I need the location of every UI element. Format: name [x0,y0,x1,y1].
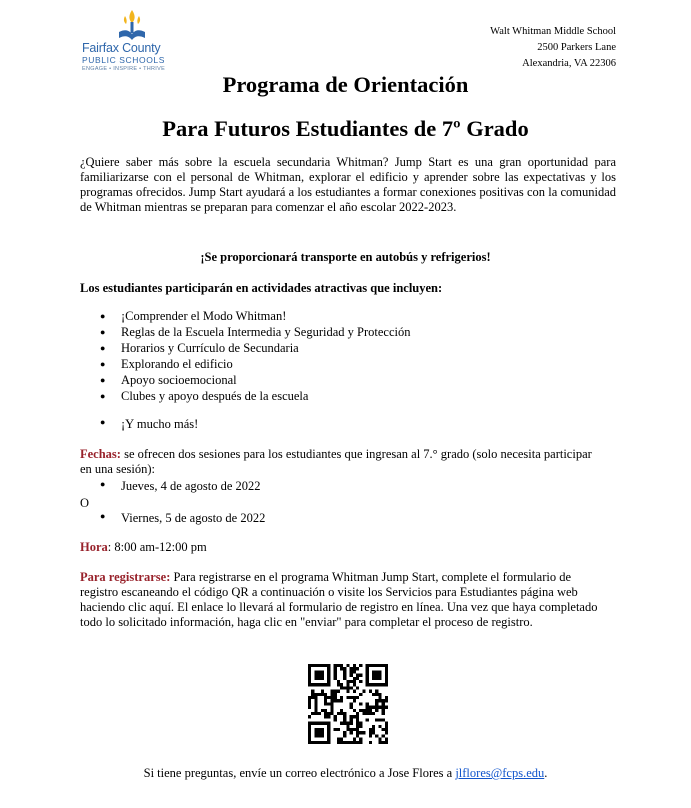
activities-list [100,308,410,404]
dates-text: se ofrecen dos sesiones para los estudiantes que ingresan al 7.° grado (solo necesita participar en una sesión): [80,447,592,476]
list-item: ● ¡Comprender el Modo Whitman! [100,308,410,324]
contact-end: . [544,766,548,780]
email-link[interactable]: jlflores@fcps.edu [455,766,545,780]
date-option-2: ● Viernes, 5 de agosto de 2022 [100,511,265,526]
logo-subtitle: PUBLIC SCHOOLS [82,55,166,65]
school-name: Walt Whitman Middle School [490,26,616,37]
school-address [490,24,616,72]
contact-line [0,766,691,781]
date-or: O [80,496,90,510]
activities-heading: Los estudiantes participarán en actividades atractivas que incluyen: [80,281,443,295]
time-label: Hora [80,540,108,554]
page-subtitle: Para Futuros Estudiantes de 7º Grado [162,116,529,141]
transport-note: ¡Se proporcionará transporte en autobús y refrigerios! [200,250,491,264]
activities-extra: ● ¡Y mucho más! [100,417,198,432]
qr-code-icon[interactable] [308,664,388,744]
intro-paragraph: ¿Quiere saber más sobre la escuela secundaria Whitman? Jump Start es una gran oportunidad para familiarizarse con el personal de Whitman, explorar el edificio y aprender sobre las expectativas y los programas ofrecidos. Jump Start ayudará a los estudiantes a formar conexiones positivas con la comunidad de Whitman mientras se preparan para comenzar el año escolar 2022-2023. [80,155,616,214]
registration-label: Para registrarse: [80,570,171,584]
list-item: ● Reglas de la Escuela Intermedia y Seguridad y Protección [100,324,410,340]
list-item: ● Horarios y Currículo de Secundaria [100,340,410,356]
logo-name: Fairfax County [82,41,161,55]
time-text: : 8:00 am-12:00 pm [107,540,207,554]
page-title: Programa de Orientación [222,72,469,97]
date-option-1: ● Jueves, 4 de agosto de 2022 [100,479,261,494]
dates-paragraph [80,447,600,477]
registration-paragraph [80,570,600,630]
registration-text: Para registrarse en el programa Whitman Jump Start, complete el formulario de registro escaneando el código QR a continuación o visite los Servicios para Estudiantes página web haciendo clic aquí. El enlace lo llevará al formulario de registro en línea. Una vez que haya completado todo lo solicitado información, haga clic en "enviar" para completar el proceso de registro. [80,570,598,629]
school-street: 2500 Parkers Lane [537,42,616,53]
list-item: ● Explorando el edificio [100,356,410,372]
torch-book-icon [116,8,148,42]
contact-text: Si tiene preguntas, envíe un correo electrónico a Jose Flores a [143,766,456,780]
dates-label: Fechas: [80,447,121,461]
list-item: ● Apoyo socioemocional [100,372,410,388]
time-paragraph [80,540,207,555]
school-city: Alexandria, VA 22306 [522,58,616,69]
logo-tagline: ENGAGE • INSPIRE • THRIVE [82,66,166,72]
list-item: ● Clubes y apoyo después de la escuela [100,388,410,404]
